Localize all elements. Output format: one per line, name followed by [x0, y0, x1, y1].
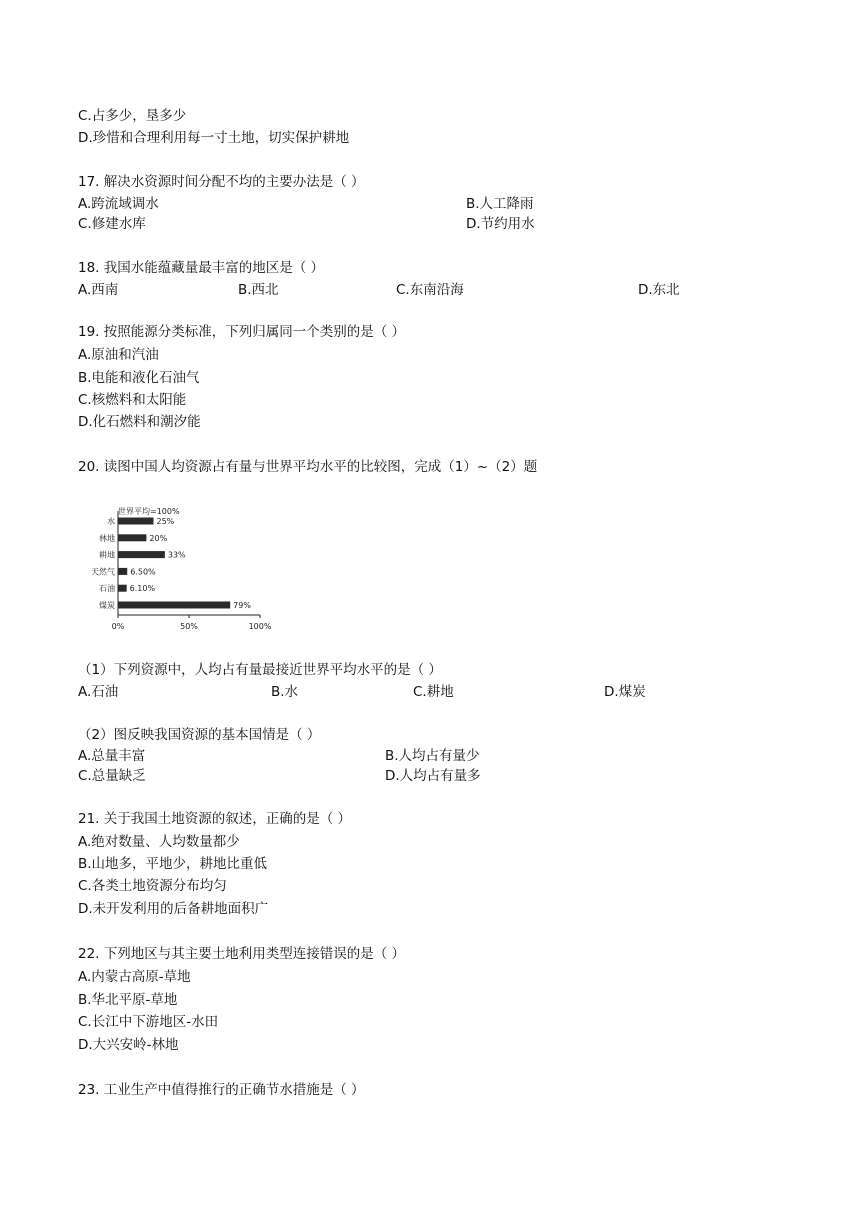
q16-option-d: D.珍惜和合理利用每一寸土地，切实保护耕地 — [78, 130, 350, 146]
category-label: 石油 — [99, 584, 115, 594]
q21-option-a: A.绝对数量、人均数量都少 — [78, 834, 240, 850]
q21-stem: 21. 关于我国土地资源的叙述，正确的是（ ） — [78, 811, 352, 827]
q21-option-b: B.山地多，平地少，耕地比重低 — [78, 856, 268, 872]
q21-option-c: C.各类土地资源分布均匀 — [78, 878, 227, 894]
category-label: 耕地 — [99, 550, 115, 560]
q20-sub2-option-b: B.人均占有量少 — [385, 748, 480, 764]
bar-value-label: 25% — [156, 517, 175, 526]
q19-option-c: C.核燃料和太阳能 — [78, 392, 187, 408]
bar — [118, 551, 165, 558]
q20-sub2-option-d: D.人均占有量多 — [385, 768, 481, 784]
q20-sub2-stem: （2）图反映我国资源的基本国情是（ ） — [78, 727, 321, 743]
q18-option-c: C.东南沿海 — [396, 282, 464, 298]
q23-stem: 23. 工业生产中值得推行的正确节水措施是（ ） — [78, 1082, 365, 1098]
q20-sub1-option-c: C.耕地 — [413, 684, 454, 700]
category-label: 水 — [107, 517, 115, 526]
q22-option-d: D.大兴安岭-林地 — [78, 1037, 179, 1053]
q18-option-b: B.西北 — [238, 282, 279, 298]
bar-value-label: 20% — [149, 533, 168, 543]
x-tick-label: 50% — [180, 622, 198, 631]
q20-stem: 20. 读图中国人均资源占有量与世界平均水平的比较图，完成（1）~（2）题 — [78, 459, 538, 475]
bar — [118, 534, 146, 541]
q18-option-a: A.西南 — [78, 282, 119, 298]
bar-value-label: 33% — [167, 550, 186, 560]
q17-option-a: A.跨流域调水 — [78, 196, 159, 212]
q20-sub2-option-c: C.总量缺乏 — [78, 768, 146, 784]
q19-option-a: A.原油和汽油 — [78, 347, 159, 363]
q22-option-b: B.华北平原-草地 — [78, 992, 178, 1008]
q17-stem: 17. 解决水资源时间分配不均的主要办法是（ ） — [78, 174, 365, 190]
category-label: 林地 — [99, 533, 115, 543]
bar — [118, 585, 127, 592]
bar-value-label: 79% — [233, 601, 251, 610]
q22-option-a: A.内蒙古高原-草地 — [78, 969, 191, 985]
category-label: 煤炭 — [99, 601, 115, 610]
q17-option-b: B.人工降雨 — [466, 196, 534, 212]
q19-stem: 19. 按照能源分类标准，下列归属同一个类别的是（ ） — [78, 324, 406, 340]
q20-sub1-option-b: B.水 — [271, 684, 299, 700]
resource-comparison-chart — [78, 503, 278, 633]
q22-stem: 22. 下列地区与其主要土地利用类型连接错误的是（ ） — [78, 946, 406, 962]
bar-value-label: 6.50% — [130, 567, 156, 577]
q17-option-d: D.节约用水 — [466, 216, 535, 232]
q20-sub1-option-a: A.石油 — [78, 684, 119, 700]
bar-value-label: 6.10% — [129, 584, 156, 594]
q18-stem: 18. 我国水能蕴藏量最丰富的地区是（ ） — [78, 260, 325, 276]
category-label: 天然气 — [91, 567, 115, 577]
q22-option-c: C.长江中下游地区-水田 — [78, 1014, 219, 1030]
bar — [118, 568, 127, 575]
bar — [118, 602, 230, 609]
chart-title: 世界平均=100% — [118, 507, 180, 516]
q17-option-c: C.修建水库 — [78, 216, 146, 232]
q16-option-c: C.占多少，垦多少 — [78, 108, 187, 124]
x-tick-label: 100% — [248, 622, 272, 631]
q19-option-b: B.电能和液化石油气 — [78, 370, 200, 386]
q20-sub1-option-d: D.煤炭 — [604, 684, 646, 700]
bar — [118, 518, 154, 525]
x-tick-label: 0% — [111, 622, 125, 631]
q20-sub1-stem: （1）下列资源中，人均占有量最接近世界平均水平的是（ ） — [78, 662, 442, 678]
q21-option-d: D.未开发利用的后备耕地面积广 — [78, 901, 269, 917]
q20-sub2-option-a: A.总量丰富 — [78, 748, 146, 764]
q18-option-d: D.东北 — [638, 282, 680, 298]
q19-option-d: D.化石燃料和潮汐能 — [78, 414, 201, 430]
